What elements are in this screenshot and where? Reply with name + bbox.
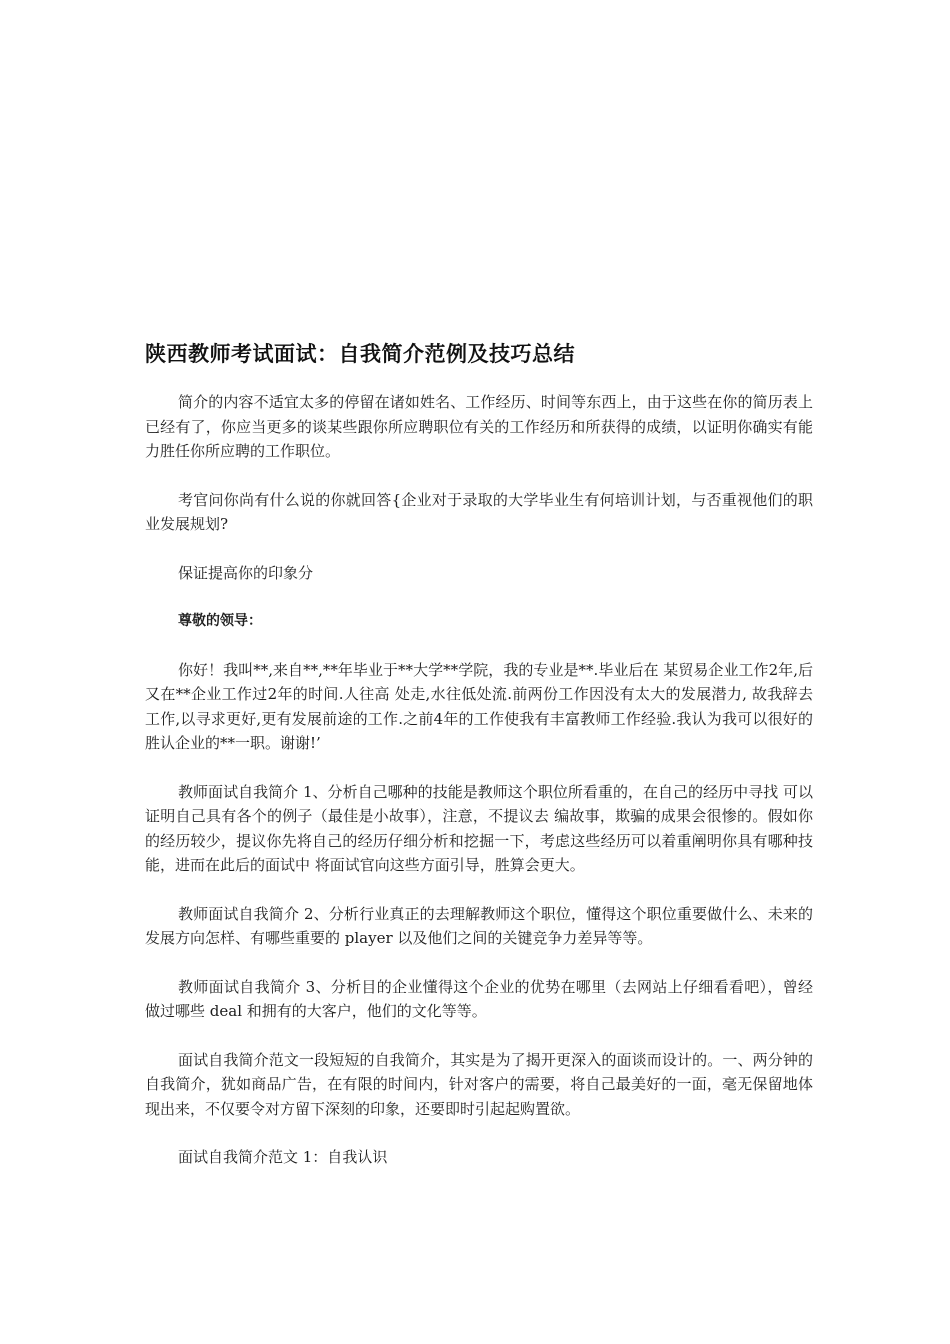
paragraph-impression: 保证提高你的印象分 xyxy=(178,563,314,582)
paragraph-sample-text: 面试自我简介范文一段短短的自我简介，其实是为了揭开更深入的面谈而设计的。一、两分钟的自我简介，犹如商品广告，在有限的时间内，针对客户的需要，将自己最美好的一面，毫无保留地体现出来，不仅要令对方留下深刻的印象，还要即时引起起购置欲。 xyxy=(145,1050,813,1118)
paragraph-salutation: 尊敬的领导： xyxy=(178,613,262,629)
paragraph-sample-heading: 面试自我简介范文 1：自我认识 xyxy=(178,1148,388,1166)
paragraph-tip-3: 教师面试自我简介 3、分析目的企业懂得这个企业的优势在哪里（去网站上仔细看看吧），曾经做过哪些 deal 和拥有的大客户，他们的文化等等。 xyxy=(145,977,813,1020)
paragraph-intro: 简介的内容不适宜太多的停留在诸如姓名、工作经历、时间等东西上，由于这些在你的简历表上已经有了，你应当更多的谈某些跟你所应聘职位有关的工作经历和所获得的成绩，以证明你确实有能力胜任你所应聘的工作职位。 xyxy=(145,393,813,460)
paragraph-tip-2: 教师面试自我简介 2、分析行业真正的去理解教师这个职位，懂得这个职位重要做什么、未来的发展方向怎样、有哪些重要的 player 以及他们之间的关键竞争力差异等等。 xyxy=(145,904,813,947)
document-body xyxy=(145,390,813,1194)
paragraph-question: 考官问你尚有什么说的你就回答{企业对于录取的大学毕业生有何培训计划，与否重视他们的职业发展规划? xyxy=(145,490,813,533)
paragraph-tip-1: 教师面试自我简介 1、分析自己哪种的技能是教师这个职位所看重的，在自己的经历中寻找 可以证明自己具有各个的例子（最佳是小故事），注意，不提议去 编故事，欺骗的成果会很惨的。假如你的经历较少，提议你先将自己的经历仔细分析和挖掘一下，考虑这些经历可以着重阐明你具有哪种技能，进而在此后的面试中 将面试官向这些方面引导，胜算会更大。 xyxy=(145,782,813,874)
document-title: 陕西教师考试面试：自我简介范例及技巧总结 xyxy=(145,342,575,366)
paragraph-sample-intro: 你好！我叫**,来自**,**年毕业于**大学**学院，我的专业是**.毕业后在 某贸易企业工作2年,后又在**企业工作过2年的时间.人往高 处走,水往低处流.前两份工作因没有太大的发展潜力, 故我辞去工作,以寻求更好,更有发展前途的工作.之前4年的工作使我有丰富教师工作经验.我认为我可以很好的胜认企业的**一职。谢谢!’ xyxy=(145,660,813,752)
